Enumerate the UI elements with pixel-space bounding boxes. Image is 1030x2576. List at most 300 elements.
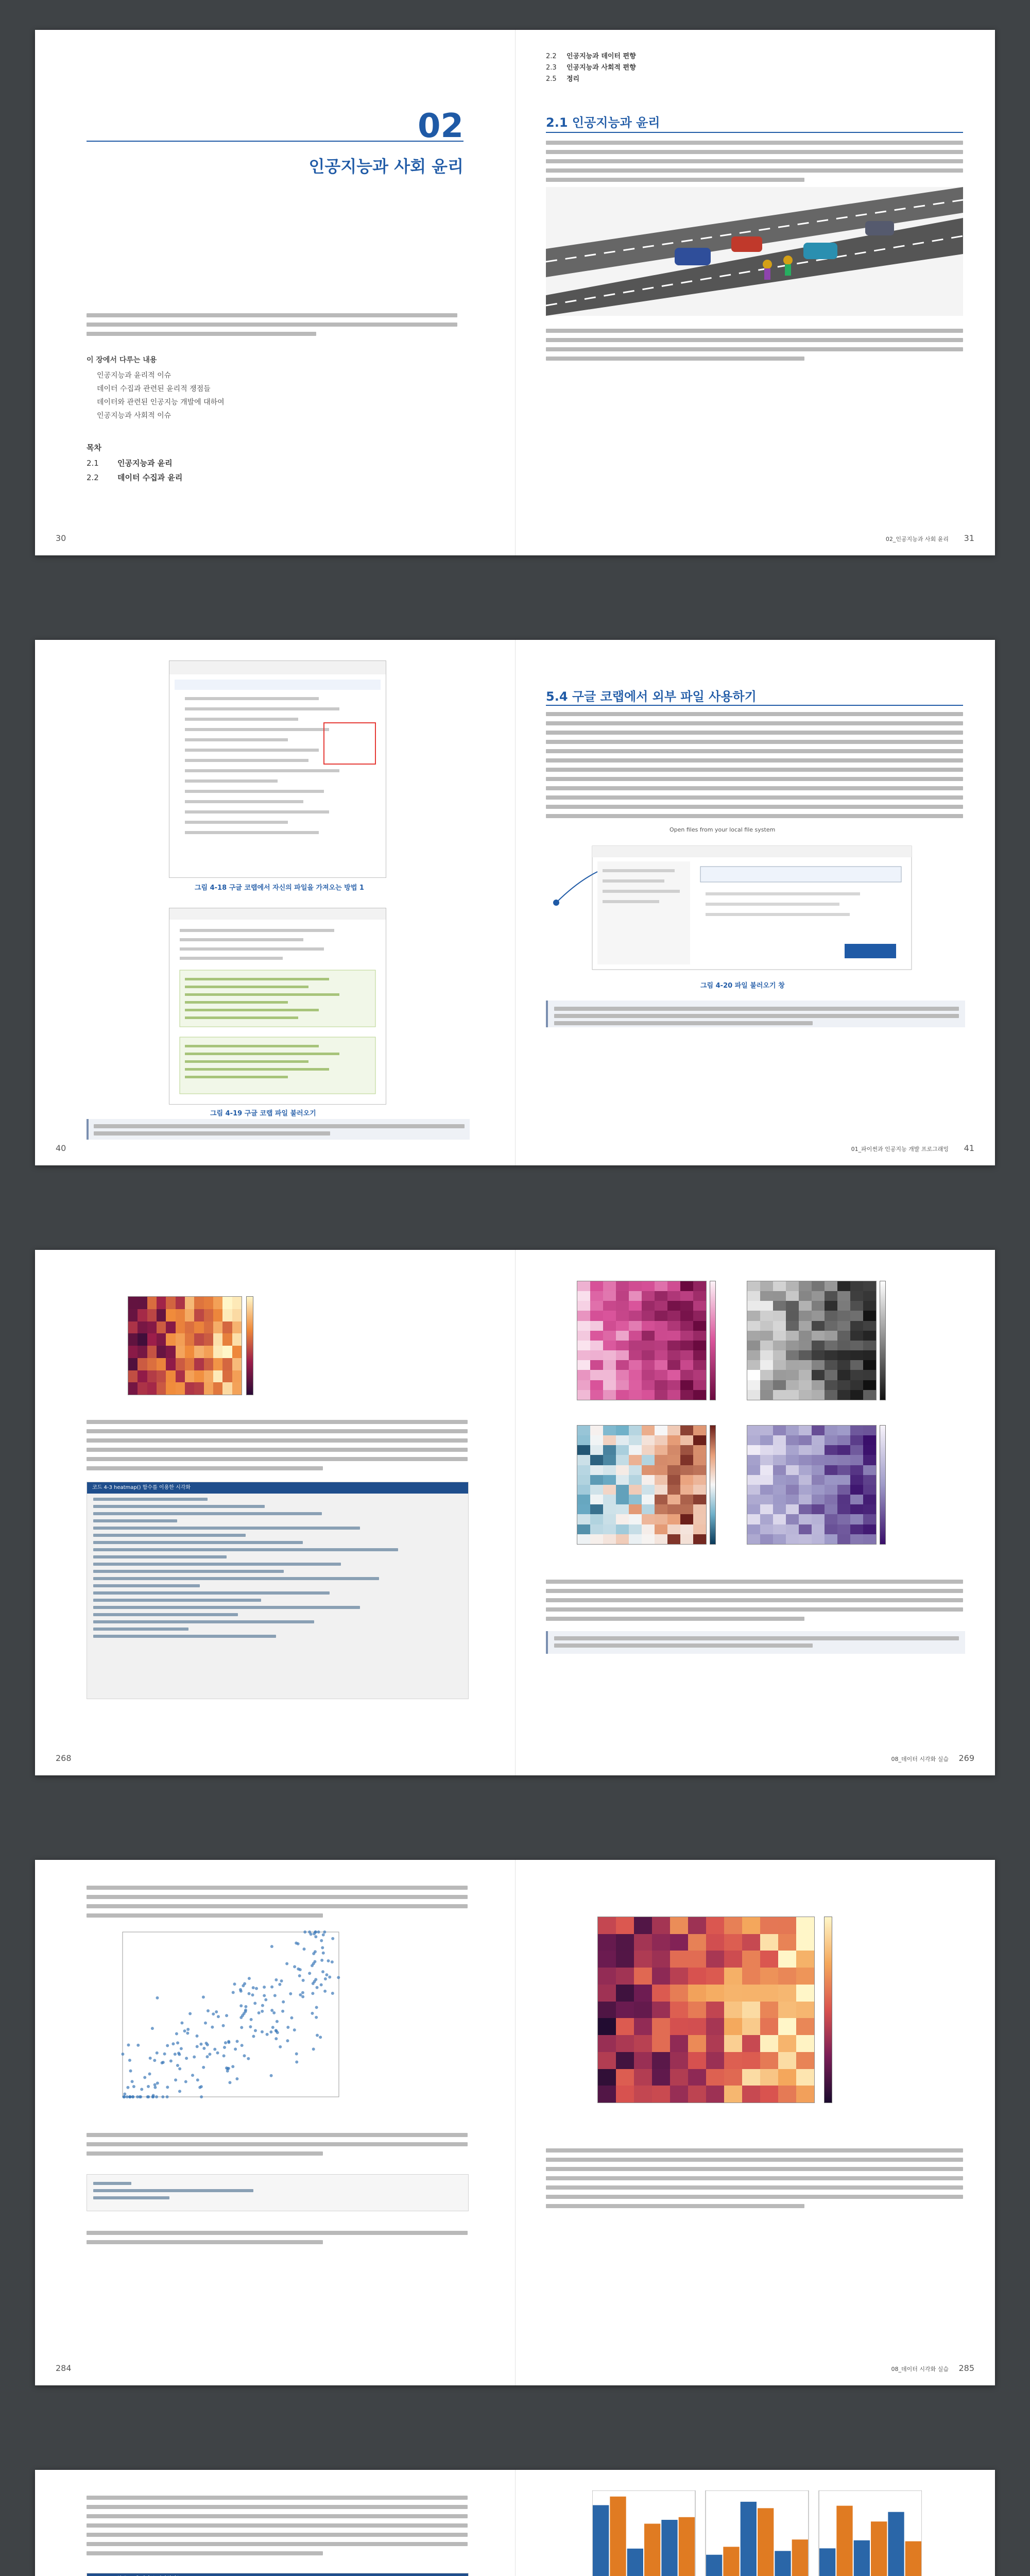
heatmap-cell xyxy=(799,1281,812,1291)
heatmap-cell xyxy=(652,2002,670,2019)
heatmap-cell xyxy=(693,1504,706,1514)
chapter-number: 02 xyxy=(417,107,464,145)
page-number: 31 xyxy=(964,533,974,543)
heatmap-cell xyxy=(680,1301,693,1311)
heatmap-cell xyxy=(825,1514,837,1524)
heatmap-cell xyxy=(786,1291,799,1301)
colab-screenshot xyxy=(169,660,386,878)
left-page xyxy=(35,1250,515,1775)
heatmap-cell xyxy=(652,2018,670,2035)
heatmap-cell xyxy=(812,1291,825,1301)
heatmap-cell xyxy=(680,1426,693,1435)
left-page xyxy=(35,640,515,1165)
heatmap-cell xyxy=(837,1426,850,1435)
heatmap-cell xyxy=(642,1311,655,1320)
heatmap-cell xyxy=(616,1524,629,1534)
heatmap-cell xyxy=(796,1985,814,2002)
heatmap-cell xyxy=(863,1321,876,1331)
heatmap-cell xyxy=(680,1281,693,1291)
scatter-point xyxy=(156,2052,159,2055)
toc-num: 2.2 xyxy=(87,473,99,482)
heatmap-cell xyxy=(825,1341,837,1350)
heatmap-cell xyxy=(837,1465,850,1475)
heatmap-cell xyxy=(799,1311,812,1320)
bar xyxy=(627,2549,643,2576)
scatter-point xyxy=(239,1990,243,1993)
heatmap-cell xyxy=(232,1333,242,1346)
scatter-point xyxy=(327,1959,330,1962)
scatter-point xyxy=(311,1992,314,1995)
heatmap-cell xyxy=(812,1455,825,1465)
heatmap-cell xyxy=(590,1465,603,1475)
heatmap-cell xyxy=(642,1390,655,1400)
heatmap-cell xyxy=(796,1968,814,1985)
scatter-point xyxy=(317,1930,320,1934)
heatmap-cell xyxy=(724,1985,742,2002)
heatmap-cell xyxy=(747,1281,760,1291)
scatter-point xyxy=(293,2028,296,2031)
heatmap-cell xyxy=(760,1455,773,1465)
scatter-point xyxy=(290,2016,293,2020)
heatmap-cell xyxy=(213,1346,222,1358)
heatmap-cell xyxy=(778,2069,796,2086)
heatmap-cell xyxy=(603,1504,616,1514)
heatmap-cell xyxy=(863,1311,876,1320)
heatmap-cell xyxy=(634,1985,652,2002)
scatter-point xyxy=(331,1960,334,1963)
heatmap-cell xyxy=(825,1350,837,1360)
heatmap-cell xyxy=(773,1360,786,1370)
heatmap-cell xyxy=(778,1968,796,1985)
heatmap-cell xyxy=(655,1321,667,1331)
figure-caption xyxy=(195,882,364,892)
heatmap-cell xyxy=(760,1934,778,1951)
heatmap-cell xyxy=(616,1435,629,1445)
heatmap-cell xyxy=(232,1358,242,1370)
heatmap-cell xyxy=(724,2035,742,2052)
heatmap-cell xyxy=(837,1504,850,1514)
scatter-point xyxy=(208,2053,211,2056)
heatmap-cell xyxy=(616,1465,629,1475)
heatmap-cell xyxy=(629,1514,642,1524)
toc-num: 2.5 xyxy=(546,75,557,83)
scatter-point xyxy=(175,2032,178,2036)
scatter-point xyxy=(272,2011,276,2014)
bar xyxy=(610,2497,626,2576)
heatmap-cell xyxy=(863,1445,876,1455)
intro-bullet: 데이터와 관련된 인공지능 개발에 대하여 xyxy=(97,398,225,406)
scatter-point xyxy=(129,2070,132,2073)
heatmap-cell xyxy=(577,1485,590,1495)
heatmap-cell xyxy=(655,1331,667,1341)
scatter-point xyxy=(241,2044,244,2047)
heatmap-cell xyxy=(655,1514,667,1524)
heatmap-cell xyxy=(812,1331,825,1341)
heatmap-cell xyxy=(590,1311,603,1320)
heatmap-cell xyxy=(850,1465,863,1475)
heatmap-cell xyxy=(837,1455,850,1465)
scatter-point xyxy=(314,1950,317,1953)
heatmap-cell xyxy=(655,1475,667,1485)
heatmap-cell xyxy=(825,1475,837,1485)
heatmap-cell xyxy=(166,1370,175,1383)
heatmap-cell xyxy=(812,1341,825,1350)
heatmap-cell xyxy=(760,1524,773,1534)
scatter-point xyxy=(128,2059,131,2062)
page-number: 41 xyxy=(964,1143,974,1153)
scatter-point xyxy=(270,2009,273,2012)
scatter-point xyxy=(301,1991,304,1994)
heatmap-cell xyxy=(194,1382,203,1395)
upload-dialog-figure xyxy=(546,841,963,975)
chapter-title: 인공지능과 사회 윤리 xyxy=(308,157,464,176)
scatter-point xyxy=(248,1992,251,1995)
heatmap-cell xyxy=(760,1485,773,1495)
scatter-point xyxy=(152,2094,155,2097)
scatter-point xyxy=(126,2086,129,2089)
heatmap-cell xyxy=(634,2069,652,2086)
heatmap-cell xyxy=(799,1426,812,1435)
heatmap-cell xyxy=(616,1390,629,1400)
bar xyxy=(706,2555,722,2576)
heatmap-cell xyxy=(176,1370,185,1383)
scatter-plot-figure xyxy=(102,1927,344,2112)
heatmap-cell xyxy=(213,1382,222,1395)
heatmap-cell xyxy=(667,1301,680,1311)
heatmap-cell xyxy=(786,1380,799,1390)
scatter-point xyxy=(213,2048,216,2051)
heatmap-cell xyxy=(724,2069,742,2086)
heatmap-cell xyxy=(598,1968,616,1985)
bar xyxy=(854,2540,870,2576)
heatmap-cell xyxy=(232,1321,242,1334)
heatmap-cell xyxy=(598,2002,616,2019)
heatmap-cell xyxy=(138,1346,147,1358)
heatmap-cell xyxy=(577,1514,590,1524)
scatter-point xyxy=(161,2061,164,2064)
heatmap-cell xyxy=(799,1495,812,1504)
heatmap-cell xyxy=(232,1382,242,1395)
heatmap-cell xyxy=(634,1917,652,1934)
scatter-point xyxy=(324,1977,327,1980)
heatmap-cell xyxy=(655,1465,667,1475)
scatter-point xyxy=(289,1992,292,1995)
heatmap-cell xyxy=(128,1346,138,1358)
heatmap-cell xyxy=(796,1934,814,1951)
scatter-point xyxy=(184,2080,187,2083)
heatmap-cell xyxy=(603,1485,616,1495)
scatter-point xyxy=(202,1995,205,1998)
running-head: 01_파이썬과 인공지능 개발 프로그래밍 xyxy=(851,1146,949,1153)
heatmap-cell xyxy=(747,1524,760,1534)
scatter-point xyxy=(156,2081,159,2084)
heatmap-cell xyxy=(693,1485,706,1495)
running-head: 08_데이터 시각화 실습 xyxy=(891,1756,949,1762)
heatmap-cell xyxy=(138,1382,147,1395)
heatmap-cell xyxy=(742,1951,760,1968)
heatmap-cell xyxy=(629,1380,642,1390)
heatmap-cell xyxy=(760,1331,773,1341)
scatter-point xyxy=(200,2085,203,2088)
heatmap-cell xyxy=(629,1291,642,1301)
scatter-point xyxy=(231,2065,234,2068)
heatmap-cell xyxy=(176,1346,185,1358)
heatmap-cell xyxy=(747,1504,760,1514)
scatter-point xyxy=(191,2074,194,2077)
spread-1 xyxy=(35,30,995,555)
heatmap-cell xyxy=(742,2086,760,2103)
figure-caption xyxy=(700,980,785,990)
scatter-point xyxy=(321,1946,324,1949)
spread-2 xyxy=(35,640,995,1165)
heatmap-cell xyxy=(652,1968,670,1985)
heatmap-cell xyxy=(786,1455,799,1465)
heatmap-cell xyxy=(670,2035,688,2052)
heatmap-cell xyxy=(863,1301,876,1311)
heatmap-cell xyxy=(629,1475,642,1485)
scatter-point xyxy=(174,2078,177,2081)
heatmap-cell xyxy=(799,1370,812,1380)
heatmap-cell xyxy=(812,1360,825,1370)
heatmap-cell xyxy=(590,1341,603,1350)
heatmap-cell xyxy=(825,1301,837,1311)
heatmap-cell xyxy=(680,1485,693,1495)
scatter-point xyxy=(250,2018,253,2021)
heatmap-cell xyxy=(166,1297,175,1309)
heatmap-cell xyxy=(603,1321,616,1331)
heatmap-cell xyxy=(825,1380,837,1390)
scatter-point xyxy=(255,1987,258,1990)
toc-item xyxy=(546,62,636,72)
heatmap-cell xyxy=(128,1321,138,1334)
heatmap-cell xyxy=(786,1485,799,1495)
heatmap-cell xyxy=(747,1455,760,1465)
scatter-point xyxy=(131,2095,134,2098)
scatter-point xyxy=(236,2040,239,2043)
heatmap-cell xyxy=(786,1495,799,1504)
heatmap-cell xyxy=(837,1435,850,1445)
heatmap-cell xyxy=(655,1455,667,1465)
scatter-point xyxy=(321,1970,324,1973)
heatmap-cell xyxy=(185,1297,194,1309)
body-text xyxy=(546,329,963,366)
scatter-point xyxy=(270,1986,273,1989)
heatmap-cell xyxy=(176,1358,185,1370)
heatmap-cell xyxy=(773,1475,786,1485)
heatmap-cell xyxy=(688,2035,706,2052)
scatter-point xyxy=(320,1939,323,1942)
left-page xyxy=(35,1860,515,2385)
scatter-point xyxy=(285,1962,288,1965)
toc-item xyxy=(546,73,579,83)
heatmap-cell xyxy=(642,1380,655,1390)
scatter-point xyxy=(163,2053,166,2056)
heatmap-cell xyxy=(760,1281,773,1291)
heatmap-cell xyxy=(825,1455,837,1465)
heatmap-cell xyxy=(147,1346,157,1358)
heatmap-cell xyxy=(629,1426,642,1435)
heatmap-cell xyxy=(629,1360,642,1370)
scatter-point xyxy=(126,2095,129,2098)
body-text xyxy=(546,141,963,187)
heatmap-cell xyxy=(760,1370,773,1380)
toc-title: 인공지능과 사회적 편향 xyxy=(566,64,636,72)
heatmap-cell xyxy=(204,1333,213,1346)
bar xyxy=(792,2539,808,2576)
scatter-point xyxy=(276,2020,279,2023)
heatmap-cell xyxy=(786,1426,799,1435)
heatmap-cell xyxy=(812,1321,825,1331)
heatmap-cell xyxy=(799,1435,812,1445)
heatmap-cell xyxy=(778,2002,796,2019)
heatmap-colorbar xyxy=(880,1425,886,1545)
heatmap-cell xyxy=(166,1333,175,1346)
heatmap-cell xyxy=(598,2018,616,2035)
heatmap-cell xyxy=(590,1534,603,1544)
heatmap-cell xyxy=(680,1495,693,1504)
heatmap-cell xyxy=(629,1321,642,1331)
heatmap-cell xyxy=(850,1341,863,1350)
heatmap-cell xyxy=(747,1360,760,1370)
heatmap-cell xyxy=(642,1360,655,1370)
heatmap-cell xyxy=(194,1321,203,1334)
scatter-point xyxy=(323,1930,326,1934)
heatmap-cell xyxy=(742,1934,760,1951)
heatmap-cell xyxy=(760,1475,773,1485)
scatter-point xyxy=(199,2043,202,2046)
heatmap-cell xyxy=(176,1382,185,1395)
heatmap-cell xyxy=(760,1445,773,1455)
heatmap-cell xyxy=(747,1370,760,1380)
scatter-point xyxy=(269,2030,272,2033)
heatmap-cell xyxy=(603,1390,616,1400)
heatmap-cell xyxy=(796,2069,814,2086)
scatter-point xyxy=(315,2016,318,2019)
left-page xyxy=(35,30,515,555)
heatmap-cell xyxy=(693,1475,706,1485)
heatmap-cell xyxy=(724,2018,742,2035)
scatter-point xyxy=(314,1935,317,1938)
heatmap-cell xyxy=(863,1390,876,1400)
page-number: 285 xyxy=(958,2363,974,2373)
intro-bullet: 인공지능과 사회적 이슈 xyxy=(97,412,171,420)
heatmap-cell xyxy=(760,1465,773,1475)
heatmap-cell xyxy=(652,2069,670,2086)
scatter-point xyxy=(147,2085,150,2088)
heatmap-cell xyxy=(773,1331,786,1341)
heatmap-cell xyxy=(837,1514,850,1524)
heatmap-cell xyxy=(642,1504,655,1514)
scatter-point xyxy=(314,1930,317,1934)
scatter-point xyxy=(274,1978,278,1981)
heatmap-cell xyxy=(616,1485,629,1495)
heatmap-cell xyxy=(825,1291,837,1301)
scatter-point xyxy=(207,2009,210,2012)
heatmap-cell xyxy=(724,1917,742,1934)
toc-title: 정리 xyxy=(566,75,580,83)
heatmap-cell xyxy=(616,1534,629,1544)
heatmap-cell xyxy=(680,1514,693,1524)
heatmap-cell xyxy=(760,2086,778,2103)
scatter-point xyxy=(223,2046,226,2049)
heatmap-cell xyxy=(837,1475,850,1485)
heatmap-cell xyxy=(204,1358,213,1370)
heatmap-cell xyxy=(837,1331,850,1341)
heatmap-cell xyxy=(204,1309,213,1321)
heatmap-cell xyxy=(837,1360,850,1370)
heatmap-cell xyxy=(642,1331,655,1341)
scatter-point xyxy=(153,2086,157,2089)
heatmap-cell xyxy=(786,1524,799,1534)
heatmap-cell xyxy=(670,2069,688,2086)
heatmap-cell xyxy=(760,1951,778,1968)
heatmap-cell xyxy=(693,1465,706,1475)
scatter-point xyxy=(244,2010,247,2013)
heatmap-cell xyxy=(706,2086,724,2103)
heatmap-cell xyxy=(642,1341,655,1350)
heatmap-cell xyxy=(706,2002,724,2019)
bar xyxy=(758,2508,774,2576)
heatmap-cell xyxy=(680,1390,693,1400)
heatmap-cell xyxy=(603,1301,616,1311)
heatmap-cell xyxy=(773,1504,786,1514)
heatmap-cell xyxy=(850,1370,863,1380)
heatmap-cell xyxy=(147,1333,157,1346)
heatmap-cell xyxy=(693,1455,706,1465)
heatmap-cell xyxy=(773,1350,786,1360)
heatmap-cell xyxy=(850,1390,863,1400)
scatter-point xyxy=(186,2028,190,2031)
heatmap-cell xyxy=(670,1985,688,2002)
heatmap-cell xyxy=(616,1370,629,1380)
heatmap-cell xyxy=(667,1455,680,1465)
heatmap-cell xyxy=(837,1524,850,1534)
toc-item xyxy=(87,457,173,468)
heatmap-cell xyxy=(760,1968,778,1985)
heatmap-cell xyxy=(616,1360,629,1370)
heatmap-cell xyxy=(786,1281,799,1291)
heatmap-cell xyxy=(157,1382,166,1395)
heatmap-cell xyxy=(786,1435,799,1445)
heatmap-cell xyxy=(747,1331,760,1341)
caption-label: 그림 4-20 파일 불러오기 창 xyxy=(700,982,785,990)
scatter-point xyxy=(293,1965,296,1968)
heatmap-cell xyxy=(760,1301,773,1311)
heatmap-cell xyxy=(194,1370,203,1383)
scatter-point xyxy=(279,2045,282,2048)
scatter-point xyxy=(215,2010,218,2013)
heatmap-cell xyxy=(655,1426,667,1435)
bar xyxy=(819,2548,835,2576)
heatmap-cell xyxy=(629,1504,642,1514)
chapter-intro-text xyxy=(87,313,457,341)
heatmap-cell xyxy=(850,1301,863,1311)
heatmap-cell xyxy=(147,1370,157,1383)
heatmap-cell xyxy=(603,1311,616,1320)
scatter-point xyxy=(196,2078,199,2081)
scatter-point xyxy=(320,1959,323,1962)
body-text xyxy=(546,1580,963,1626)
heatmap-cell xyxy=(185,1370,194,1383)
heatmap-cell xyxy=(693,1435,706,1445)
heatmap-cell xyxy=(863,1291,876,1301)
body-text xyxy=(546,712,963,823)
heatmap-cell xyxy=(799,1321,812,1331)
scatter-point xyxy=(132,2085,135,2088)
scatter-point xyxy=(308,1972,311,1975)
heatmap-cell xyxy=(863,1380,876,1390)
heatmap-cell xyxy=(812,1311,825,1320)
